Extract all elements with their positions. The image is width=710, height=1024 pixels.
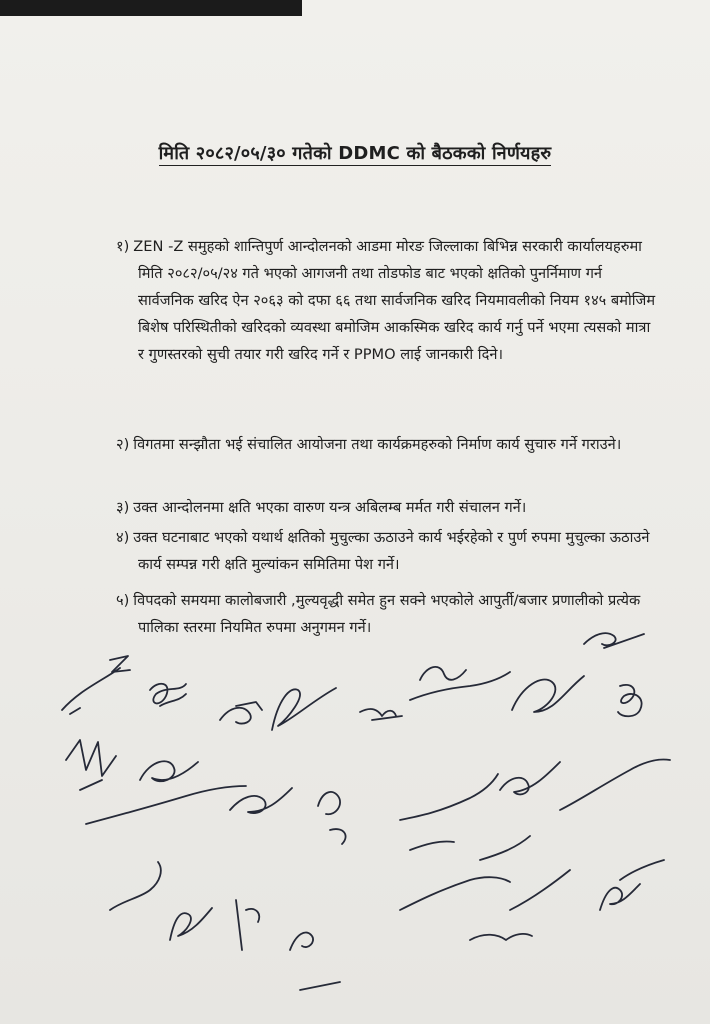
decision-item-3: [116, 494, 656, 521]
signature: [230, 788, 292, 813]
signature: [560, 759, 670, 810]
signature: [500, 762, 560, 794]
signature: [318, 792, 346, 844]
signature: [62, 656, 130, 714]
decision-number: ३): [116, 499, 130, 516]
signature: [110, 862, 161, 910]
signature: [470, 870, 570, 940]
decision-number: २): [116, 436, 130, 453]
signature: [66, 740, 116, 790]
signature: [272, 688, 336, 730]
signature: [150, 684, 186, 706]
decision-text: उक्त आन्दोलनमा क्षति भएका वारुण यन्त्र अबिलम्ब मर्मत गरी संचालन गर्ने।: [133, 499, 527, 516]
signature: [584, 633, 644, 716]
decision-item-4: [116, 524, 656, 578]
signature: [170, 900, 259, 950]
signature: [410, 667, 510, 700]
signature: [400, 774, 498, 850]
signature: [140, 761, 198, 781]
decision-text: विगतमा सन्झौता भई संचालित आयोजना तथा कार्यक्रमहरुको निर्माण कार्य सुचारु गर्ने गराउने।: [133, 436, 622, 453]
signature: [600, 860, 664, 910]
signature: [220, 702, 262, 724]
decision-text: ZEN -Z समुहको शान्तिपुर्ण आन्दोलनको आडमा मोरङ जिल्लाका बिभिन्न सरकारी कार्यालयहरुमा मिति २०८२/०५/२४ गते भएको आगजनी तथा तोडफोड बाट भएको क्षतिको पुनर्निमाण गर्न सार्वजनिक खरिद ऐन २०६३ को दफा ६६ तथा सार्वजनिक खरिद नियमावलीको नियम १४५ बमोजिम बिशेष परिस्थितीको खरिदको व्यवस्था बमोजिम आकस्मिक खरिद कार्य गर्नु पर्ने भएमा त्यसको मात्रा र गुणस्तरको सुची तयार गरी खरिद गर्ने र PPMO लाई जानकारी दिने।: [133, 238, 656, 363]
signature: [512, 676, 584, 712]
signature: [360, 709, 402, 720]
decision-number: ५): [116, 592, 130, 609]
decision-text: विपदको समयमा कालोबजारी ,मुल्यवृद्धी समेत हुन सक्ने भएकोले आपुर्ती/बजार प्रणालीको प्रत्येक पालिका स्तरमा नियमित रुपमा अनुगमन गर्ने।: [133, 592, 641, 636]
scan-edge-strip: [0, 0, 302, 16]
document-title-text: मिति २०८२/०५/३० गतेको DDMC को बैठकको निर्णयहरु: [158, 143, 552, 164]
decision-number: ४): [116, 529, 130, 546]
document-title: [0, 141, 710, 165]
decision-item-1: [116, 233, 656, 368]
signature: [290, 932, 340, 990]
signatures-area: [0, 610, 710, 1024]
signature: [86, 786, 246, 824]
decision-number: १): [116, 238, 130, 255]
decision-text: उक्त घटनाबाट भएको यथार्थ क्षतिको मुचुल्का ऊठाउने कार्य भईरहेको र पुर्ण रुपमा मुचुल्का ऊठाउने कार्य सम्पन्न गरी क्षति मुल्यांकन समितिमा पेश गर्ने।: [133, 529, 650, 573]
decision-item-2: [116, 431, 656, 458]
